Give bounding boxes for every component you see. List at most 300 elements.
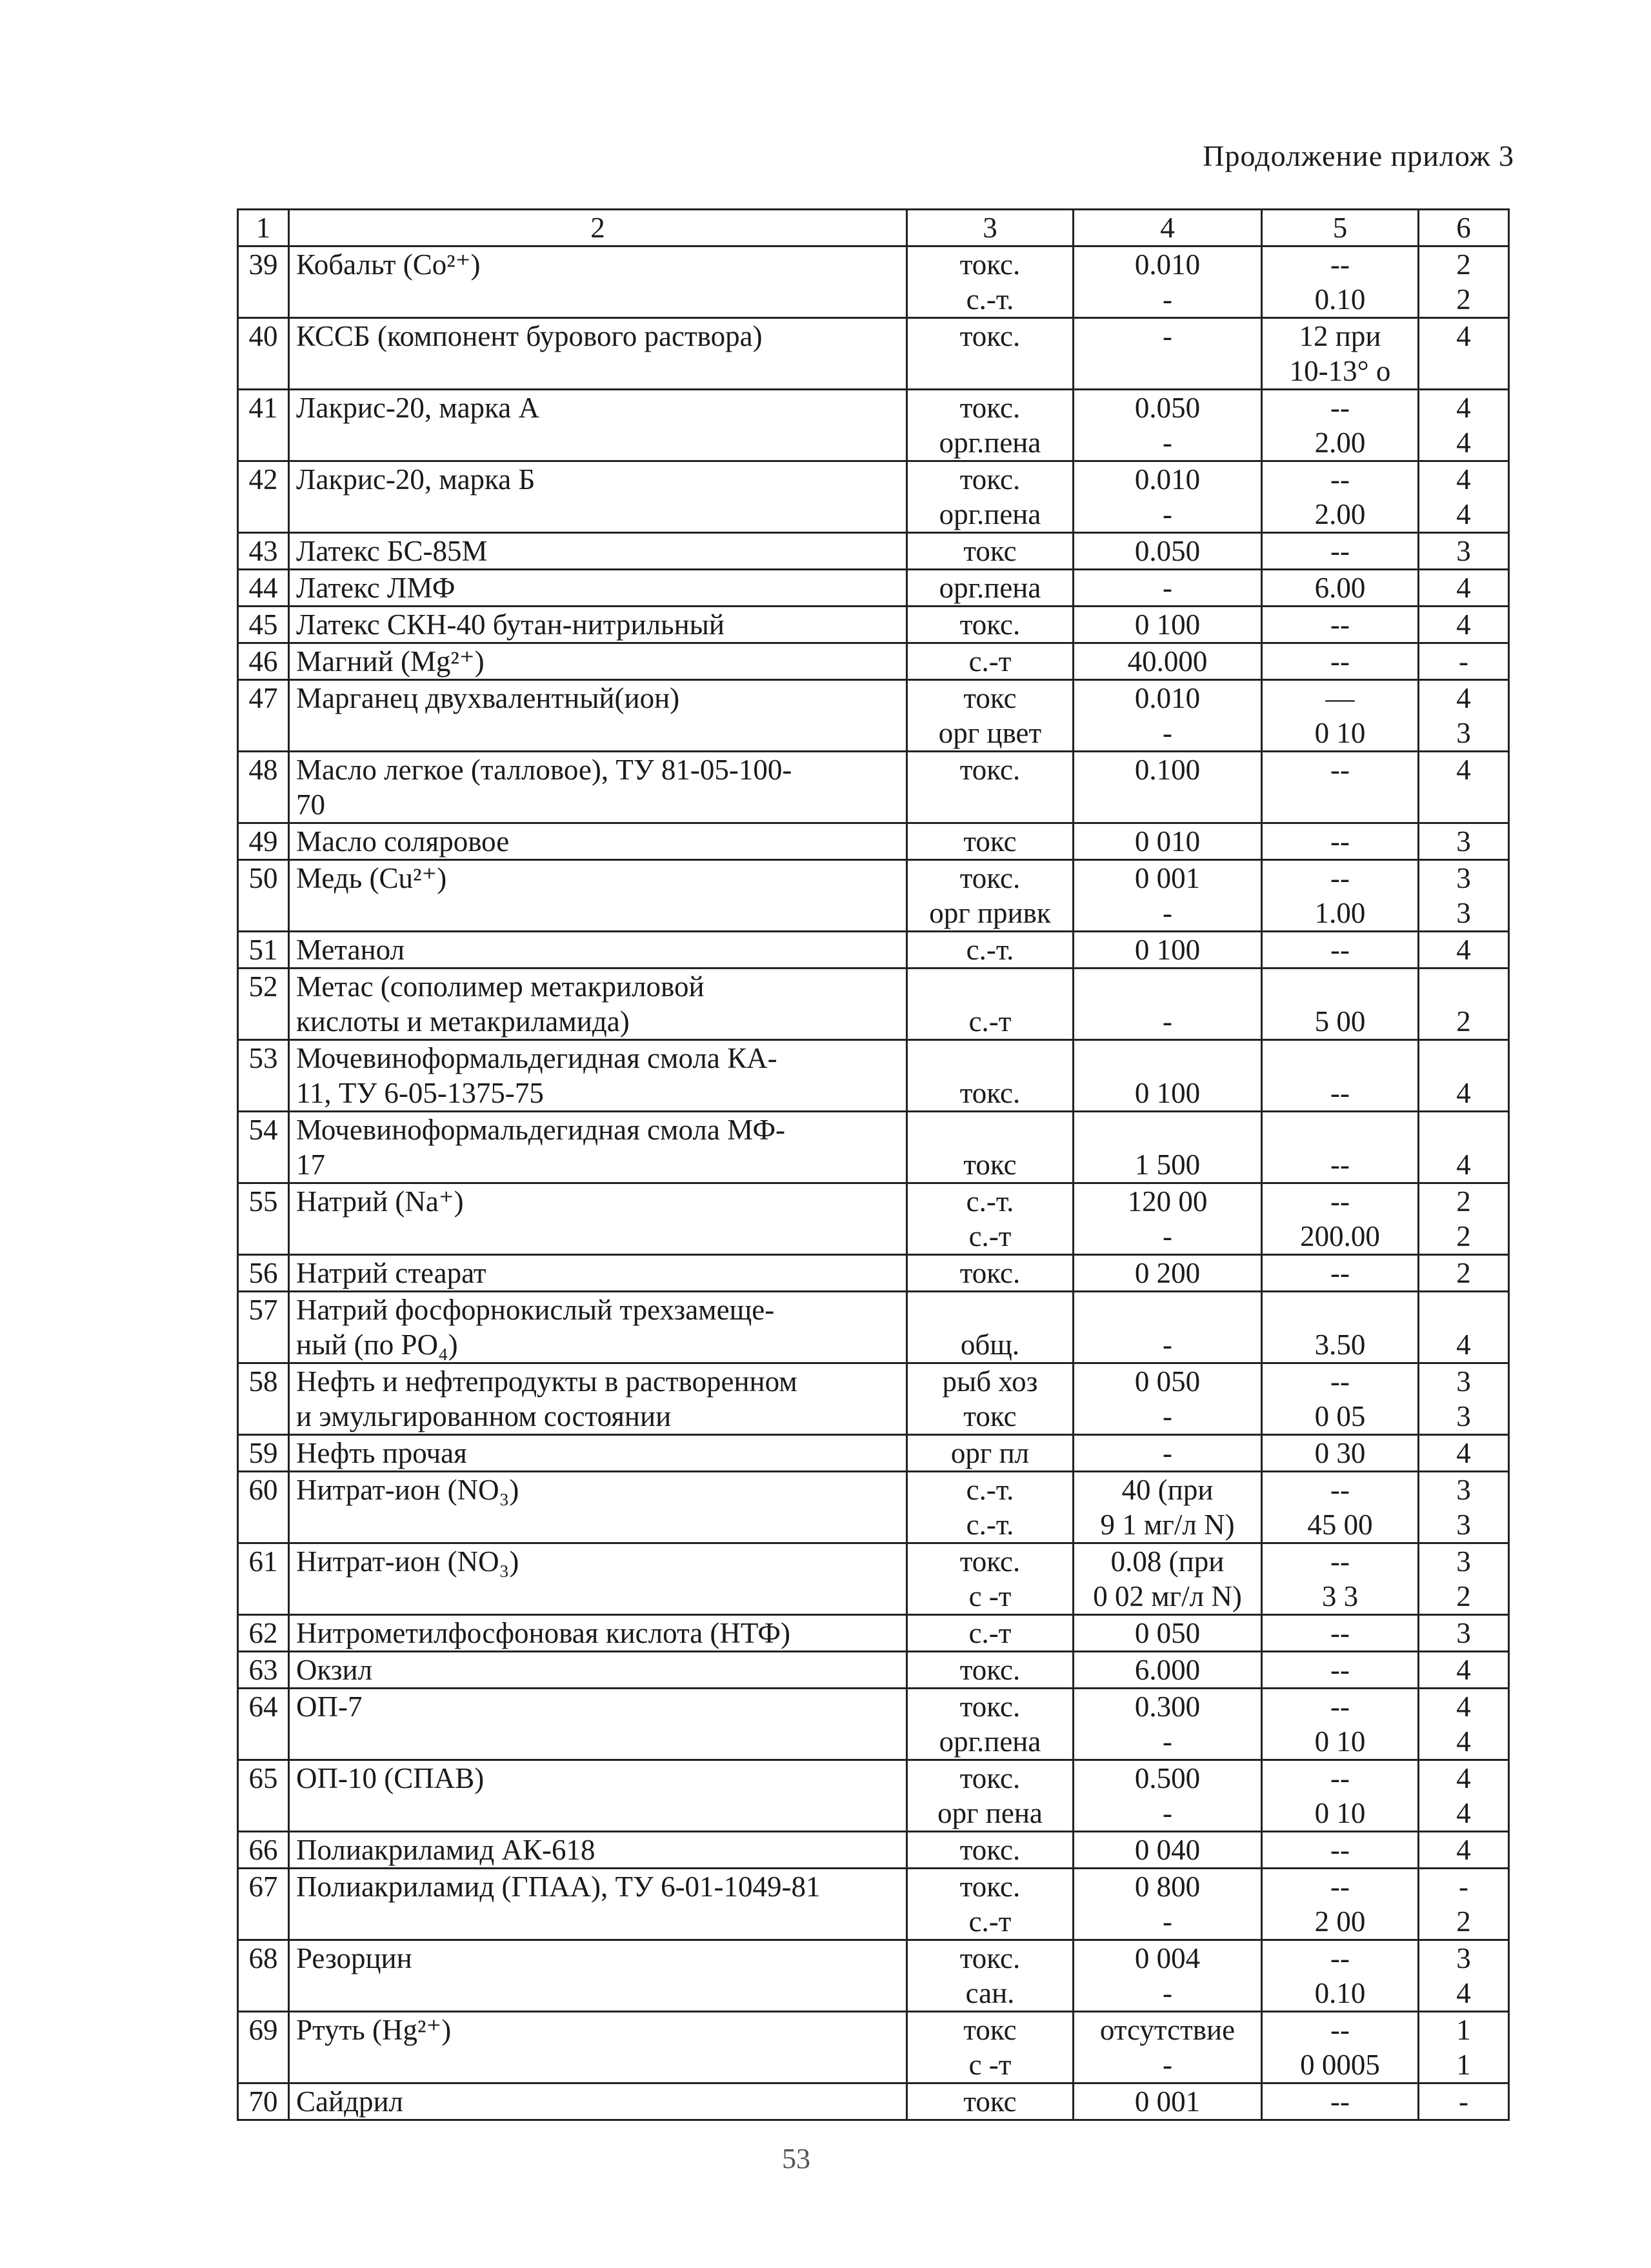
hazard-indicator-line: токс [963, 535, 1017, 567]
hazard-class [1419, 1652, 1509, 1689]
limit-value-line: -- [1330, 248, 1350, 281]
hazard-class-line: 3 [1456, 1474, 1471, 1506]
substance-name-line: КССБ (компонент бурового раствора) [296, 320, 763, 352]
hazard-class [1419, 752, 1509, 823]
substance-name [289, 1940, 907, 2012]
concentration-value-line: - [1163, 1725, 1172, 1758]
table-row [238, 1832, 1509, 1869]
limit-value-line: -- [1330, 1617, 1350, 1649]
hazard-indicator-line: токс. [959, 392, 1021, 424]
hazard-indicator [907, 823, 1074, 860]
hazard-class-line: 3 [1456, 897, 1471, 929]
concentration-value-line: - [1163, 320, 1172, 352]
limit-value-line: 6.00 [1314, 572, 1366, 604]
hazard-indicator [907, 1472, 1074, 1543]
limit-value-line: -- [1330, 535, 1350, 567]
limit-value [1262, 1292, 1419, 1363]
hazard-class-line: 4 [1456, 427, 1471, 459]
hazard-class [1419, 461, 1509, 533]
hazard-class-line: 4 [1456, 1329, 1471, 1361]
hazard-indicator [907, 968, 1074, 1040]
substance-name-line: Метас (сополимер метакриловой [296, 970, 705, 1003]
row-number: 63 [238, 1652, 289, 1689]
concentration-value-line: - [1163, 1005, 1172, 1038]
row-number: 56 [238, 1255, 289, 1292]
hazard-class-line: 4 [1456, 392, 1471, 424]
concentration-value-line [1081, 1112, 1254, 1147]
table-row [238, 1292, 1509, 1363]
limit-value [1262, 823, 1419, 860]
row-number: 59 [238, 1435, 289, 1472]
substance-name [289, 860, 907, 932]
row-number: 47 [238, 680, 289, 752]
hazard-indicator-line: с.-т. [966, 283, 1014, 316]
concentration-value-line: - [1163, 1220, 1172, 1252]
substance-name-line: Метанол [296, 934, 405, 966]
hazard-indicator-line: токс. [959, 320, 1021, 352]
concentration-value-line: - [1163, 498, 1172, 530]
row-number: 52 [238, 968, 289, 1040]
column-header: 2 [289, 210, 907, 246]
concentration-value-line: - [1163, 1797, 1172, 1829]
page-number: 53 [782, 2143, 810, 2174]
substance-name [289, 752, 907, 823]
table-row [238, 1760, 1509, 1832]
hazard-class [1419, 1869, 1509, 1940]
row-number: 70 [238, 2083, 289, 2120]
limit-value-line: 0.10 [1314, 283, 1366, 316]
hazard-indicator-line: токс. [959, 1871, 1021, 1903]
concentration-value [1074, 1435, 1262, 1472]
substance-name-line: Сайдрил [296, 2085, 404, 2118]
hazard-indicator-line: общ. [960, 1329, 1020, 1361]
hazard-class [1419, 1543, 1509, 1615]
limit-value-line: -- [1330, 608, 1350, 641]
table-row [238, 1543, 1509, 1615]
concentration-value [1074, 680, 1262, 752]
hazard-class-line: 4 [1456, 1797, 1471, 1829]
substance-name-line: Ртуть (Hg²⁺) [296, 2014, 452, 2046]
substance-name [289, 1652, 907, 1689]
limit-value-line: 12 при [1299, 320, 1381, 352]
hazard-class [1419, 860, 1509, 932]
substance-name-line: Полиакриламид (ГПАА), ТУ 6-01-1049-81 [296, 1871, 821, 1903]
substance-name [289, 1869, 907, 1940]
concentration-value-line: - [1163, 283, 1172, 316]
hazard-class-line: 4 [1456, 1149, 1471, 1181]
hazard-class-line: 2 [1456, 1185, 1471, 1218]
row-number: 43 [238, 533, 289, 570]
concentration-value [1074, 1689, 1262, 1760]
table-row [238, 390, 1509, 461]
limit-value-line: 45 00 [1307, 1509, 1373, 1541]
limit-value-line: -- [1330, 934, 1350, 966]
hazard-class-line: 4 [1456, 320, 1471, 352]
row-number: 58 [238, 1363, 289, 1435]
hazard-indicator-line: токс. [959, 248, 1021, 281]
substance-name [289, 1543, 907, 1615]
substance-name-line: Нефть прочая [296, 1437, 467, 1469]
concentration-value-line: 0 100 [1134, 1077, 1201, 1109]
limit-value-line: -- [1330, 1942, 1350, 1974]
concentration-value [1074, 1255, 1262, 1292]
hazard-class [1419, 1255, 1509, 1292]
limit-value [1262, 1652, 1419, 1689]
substance-name [289, 1689, 907, 1760]
table-row [238, 246, 1509, 318]
row-number: 45 [238, 607, 289, 643]
concentration-value [1074, 1615, 1262, 1652]
substance-name [289, 390, 907, 461]
row-number: 62 [238, 1615, 289, 1652]
substance-name-line: Магний (Mg²⁺) [296, 645, 485, 677]
limit-value-line: -- [1330, 645, 1350, 677]
table-row [238, 2083, 1509, 2120]
hazard-indicator-line: токс. [959, 1762, 1021, 1794]
concentration-value [1074, 1112, 1262, 1183]
concentration-value-line: 0 200 [1134, 1257, 1201, 1289]
limit-value [1262, 1255, 1419, 1292]
limit-value-line: 200.00 [1300, 1220, 1380, 1252]
limit-value-line: -- [1330, 825, 1350, 858]
row-number: 53 [238, 1040, 289, 1112]
hazard-indicator [907, 752, 1074, 823]
hazard-indicator-line: орг.пена [939, 1725, 1041, 1758]
hazard-class-line: 3 [1456, 1545, 1471, 1578]
hazard-indicator [907, 607, 1074, 643]
substance-name-line: Нефть и нефтепродукты в растворенном [296, 1365, 797, 1398]
concentration-value-line: 0 010 [1134, 825, 1201, 858]
hazard-class-line: 3 [1456, 1365, 1471, 1398]
hazard-indicator-line: токс [963, 1149, 1017, 1181]
limit-value [1262, 2012, 1419, 2083]
hazard-class [1419, 643, 1509, 680]
limit-value-line: -- [1330, 1257, 1350, 1289]
hazard-indicator [907, 533, 1074, 570]
hazard-class-line: 2 [1456, 1580, 1471, 1612]
substance-name [289, 1760, 907, 1832]
limit-value-line [1269, 969, 1411, 1004]
hazard-class-line: 4 [1456, 608, 1471, 641]
concentration-value-line: 0.08 (при [1110, 1545, 1225, 1578]
table-row [238, 1615, 1509, 1652]
substance-name-line: Натрий (Na⁺) [296, 1185, 464, 1218]
table-row [238, 1869, 1509, 1940]
table-row [238, 1652, 1509, 1689]
concentration-value [1074, 570, 1262, 607]
hazard-class [1419, 1183, 1509, 1255]
row-number: 69 [238, 2012, 289, 2083]
hazard-indicator-line [914, 1041, 1066, 1076]
row-number: 60 [238, 1472, 289, 1543]
hazard-class-line: 2 [1456, 283, 1471, 316]
limit-value-line: -- [1330, 2085, 1350, 2118]
row-number: 48 [238, 752, 289, 823]
hazard-class-line: 3 [1456, 717, 1471, 749]
concentration-value [1074, 390, 1262, 461]
table-body [238, 246, 1509, 2120]
table-row [238, 2012, 1509, 2083]
limit-value [1262, 1183, 1419, 1255]
limit-value [1262, 607, 1419, 643]
concentration-value [1074, 2012, 1262, 2083]
substance-name-line: ОП-7 [296, 1691, 363, 1723]
hazard-class-line: 4 [1456, 1725, 1471, 1758]
hazard-class-line: 1 [1456, 2049, 1471, 2081]
substance-name [289, 2083, 907, 2120]
hazard-class-line: 3 [1456, 1617, 1471, 1649]
concentration-value [1074, 968, 1262, 1040]
limit-value [1262, 643, 1419, 680]
limit-value-line: -- [1330, 1545, 1350, 1578]
limit-value-line [1269, 1292, 1411, 1327]
concentration-value [1074, 752, 1262, 823]
row-number: 41 [238, 390, 289, 461]
concentration-value [1074, 318, 1262, 390]
hazard-indicator-line: токс. [959, 1077, 1021, 1109]
concentration-value-line: 0 100 [1134, 608, 1201, 641]
hazard-class [1419, 2012, 1509, 2083]
substance-name-line: Резорцин [296, 1942, 412, 1974]
hazard-class-line: 4 [1456, 934, 1471, 966]
concentration-value-line: 0.010 [1134, 682, 1201, 714]
substance-name [289, 1255, 907, 1292]
hazard-indicator-line: с.-т [968, 1005, 1012, 1038]
hazard-class-line: 2 [1456, 1905, 1471, 1938]
table-row [238, 643, 1509, 680]
substance-name [289, 968, 907, 1040]
substance-name [289, 1292, 907, 1363]
concentration-value [1074, 533, 1262, 570]
limit-value-line: 3.50 [1314, 1329, 1366, 1361]
substance-name [289, 823, 907, 860]
hazard-indicator-line: с.-т. [966, 1509, 1014, 1541]
hazard-indicator-line: с.-т [968, 1905, 1012, 1938]
header-row [238, 210, 1509, 246]
hazard-class-line [1426, 1112, 1501, 1147]
hazard-indicator [907, 570, 1074, 607]
concentration-value-line: - [1163, 2049, 1172, 2081]
table-row [238, 752, 1509, 823]
hazard-indicator [907, 1652, 1074, 1689]
hazard-class [1419, 1363, 1509, 1435]
row-number: 55 [238, 1183, 289, 1255]
concentration-value-line: 0.300 [1134, 1691, 1201, 1723]
concentration-value-line: 0 004 [1134, 1942, 1201, 1974]
hazard-indicator-line: орг привк [929, 897, 1051, 929]
hazard-class-line: 3 [1456, 862, 1471, 894]
substance-name-line: Кобальт (Co²⁺) [296, 248, 481, 281]
concentration-value-line: 0.010 [1134, 248, 1201, 281]
row-number: 51 [238, 932, 289, 968]
hazard-class-line [1426, 1292, 1501, 1327]
substance-name [289, 1363, 907, 1435]
substance-name-line: Латекс ЛМФ [296, 572, 455, 604]
table-row [238, 680, 1509, 752]
substance-name-line: Латекс БС-85М [296, 535, 488, 567]
table-row [238, 1040, 1509, 1112]
concentration-value [1074, 461, 1262, 533]
row-number: 67 [238, 1869, 289, 1940]
limit-value-line: 1.00 [1314, 897, 1366, 929]
limit-value-line: -- [1330, 1762, 1350, 1794]
substance-name [289, 570, 907, 607]
hazard-indicator-line: с -т [968, 1580, 1012, 1612]
hazard-class-line: 4 [1456, 498, 1471, 530]
substance-name-line: Лакрис-20, марка Б [296, 463, 535, 496]
substance-name-line: Натрий фосфорнокислый трехзамеще- [296, 1294, 775, 1326]
hazard-class [1419, 1040, 1509, 1112]
concentration-value-line: 9 1 мг/л N) [1100, 1509, 1235, 1541]
hazard-indicator [907, 1832, 1074, 1869]
hazard-class-line: - [1459, 2085, 1468, 2118]
table-row [238, 1472, 1509, 1543]
substance-name [289, 607, 907, 643]
limit-value [1262, 1940, 1419, 2012]
hazard-indicator [907, 1689, 1074, 1760]
substance-name [289, 1112, 907, 1183]
row-number: 57 [238, 1292, 289, 1363]
hazard-indicator [907, 318, 1074, 390]
row-number: 61 [238, 1543, 289, 1615]
substance-name [289, 680, 907, 752]
substance-name-line: Натрий стеарат [296, 1257, 486, 1289]
concentration-value-line: - [1163, 572, 1172, 604]
concentration-value [1074, 1760, 1262, 1832]
hazard-indicator [907, 461, 1074, 533]
limit-value-line: -- [1330, 1185, 1350, 1218]
substance-name [289, 1832, 907, 1869]
limit-value [1262, 1689, 1419, 1760]
substance-name [289, 461, 907, 533]
column-header: 3 [907, 210, 1074, 246]
concentration-value-line: - [1163, 1329, 1172, 1361]
substance-name-line: Окзил [296, 1654, 373, 1686]
limit-value [1262, 1760, 1419, 1832]
hazard-class [1419, 968, 1509, 1040]
hazard-class [1419, 2083, 1509, 2120]
substance-name [289, 1183, 907, 1255]
limit-value-line: 0 30 [1314, 1437, 1366, 1469]
hazard-class-line: 4 [1456, 1762, 1471, 1794]
hazard-class [1419, 607, 1509, 643]
concentration-value-line [1081, 1292, 1254, 1327]
hazard-indicator [907, 1040, 1074, 1112]
limit-value [1262, 860, 1419, 932]
substance-name [289, 1040, 907, 1112]
substance-name [289, 533, 907, 570]
concentration-value-line: 0 02 мг/л N) [1093, 1580, 1242, 1612]
hazard-indicator [907, 1869, 1074, 1940]
column-header: 4 [1074, 210, 1262, 246]
hazard-class-line: 2 [1456, 1005, 1471, 1038]
substance-name-line: Мочевиноформальдегидная смола МФ- [296, 1114, 786, 1146]
substance-name-line: Марганец двухвалентный(ион) [296, 682, 680, 714]
table-row [238, 1940, 1509, 2012]
limit-value [1262, 1112, 1419, 1183]
hazard-indicator [907, 1255, 1074, 1292]
substance-name [289, 318, 907, 390]
hazard-indicator-line: с -т [968, 2049, 1012, 2081]
hazard-indicator [907, 1615, 1074, 1652]
hazard-class [1419, 932, 1509, 968]
row-number: 65 [238, 1760, 289, 1832]
hazard-indicator-line: токс. [959, 1942, 1021, 1974]
hazard-class-line: 4 [1456, 1691, 1471, 1723]
substance-name-line: Нитрат-ион (NO₃) [296, 1545, 519, 1578]
substance-name-line: Латекс СКН-40 бутан-нитрильный [296, 608, 725, 641]
table-row [238, 607, 1509, 643]
concentration-value-line: отсутствие [1099, 2014, 1236, 2046]
substance-name [289, 643, 907, 680]
limit-value-line: -- [1330, 1149, 1350, 1181]
concentration-value [1074, 1832, 1262, 1869]
hazard-indicator [907, 1543, 1074, 1615]
limit-value-line: -- [1330, 1834, 1350, 1866]
row-number: 66 [238, 1832, 289, 1869]
limit-value [1262, 752, 1419, 823]
table-row [238, 1689, 1509, 1760]
substance-name-line: ный (по PO₄) [296, 1329, 458, 1361]
substance-name-line: Полиакриламид АК-618 [296, 1834, 595, 1866]
substance-name-line: ОП-10 (СПАВ) [296, 1762, 485, 1794]
hazard-class-line: 4 [1456, 1834, 1471, 1866]
hazard-indicator-line [914, 1112, 1066, 1147]
limit-value-line: -- [1330, 1365, 1350, 1398]
hazard-class-line: 2 [1456, 1257, 1471, 1289]
limit-value [1262, 1040, 1419, 1112]
hazard-indicator-line [914, 969, 1066, 1004]
hazard-class-line: 4 [1456, 682, 1471, 714]
hazard-indicator-line: с.-т [968, 1220, 1012, 1252]
hazard-class-line: - [1459, 1871, 1468, 1903]
hazard-class-line: 2 [1456, 248, 1471, 281]
substance-name-line: Нитрат-ион (NO₃) [296, 1474, 519, 1506]
concentration-value [1074, 1363, 1262, 1435]
hazard-indicator [907, 2083, 1074, 2120]
substance-name-line: Масло соляровое [296, 825, 510, 858]
hazard-class-line: 4 [1456, 572, 1471, 604]
row-number: 46 [238, 643, 289, 680]
limit-value-line: -- [1330, 463, 1350, 496]
hazard-indicator-line: с.-т. [966, 1185, 1014, 1218]
limit-value [1262, 318, 1419, 390]
concentration-value-line: - [1163, 1977, 1172, 2009]
limit-value-line: -- [1330, 1691, 1350, 1723]
row-number: 40 [238, 318, 289, 390]
concentration-value [1074, 1292, 1262, 1363]
concentration-value [1074, 1543, 1262, 1615]
concentration-value-line: 0.100 [1134, 754, 1201, 786]
row-number: 44 [238, 570, 289, 607]
hazard-indicator-line: токс. [959, 1654, 1021, 1686]
hazard-indicator-line: орг пл [950, 1437, 1030, 1469]
hazard-indicator-line: токс. [959, 1834, 1021, 1866]
hazard-indicator-line: орг.пена [939, 572, 1041, 604]
hazard-indicator-line: с.-т. [966, 1474, 1014, 1506]
table-row [238, 1255, 1509, 1292]
hazard-class-line: 4 [1456, 1977, 1471, 2009]
limit-value [1262, 1363, 1419, 1435]
hazard-indicator-line: с.-т [968, 1617, 1012, 1649]
hazard-indicator-line: рыб хоз [942, 1365, 1038, 1398]
concentration-value [1074, 1040, 1262, 1112]
concentration-value [1074, 1472, 1262, 1543]
table-row [238, 860, 1509, 932]
limit-value-line: -- [1330, 392, 1350, 424]
limit-value [1262, 570, 1419, 607]
limit-value-line: -- [1330, 1871, 1350, 1903]
